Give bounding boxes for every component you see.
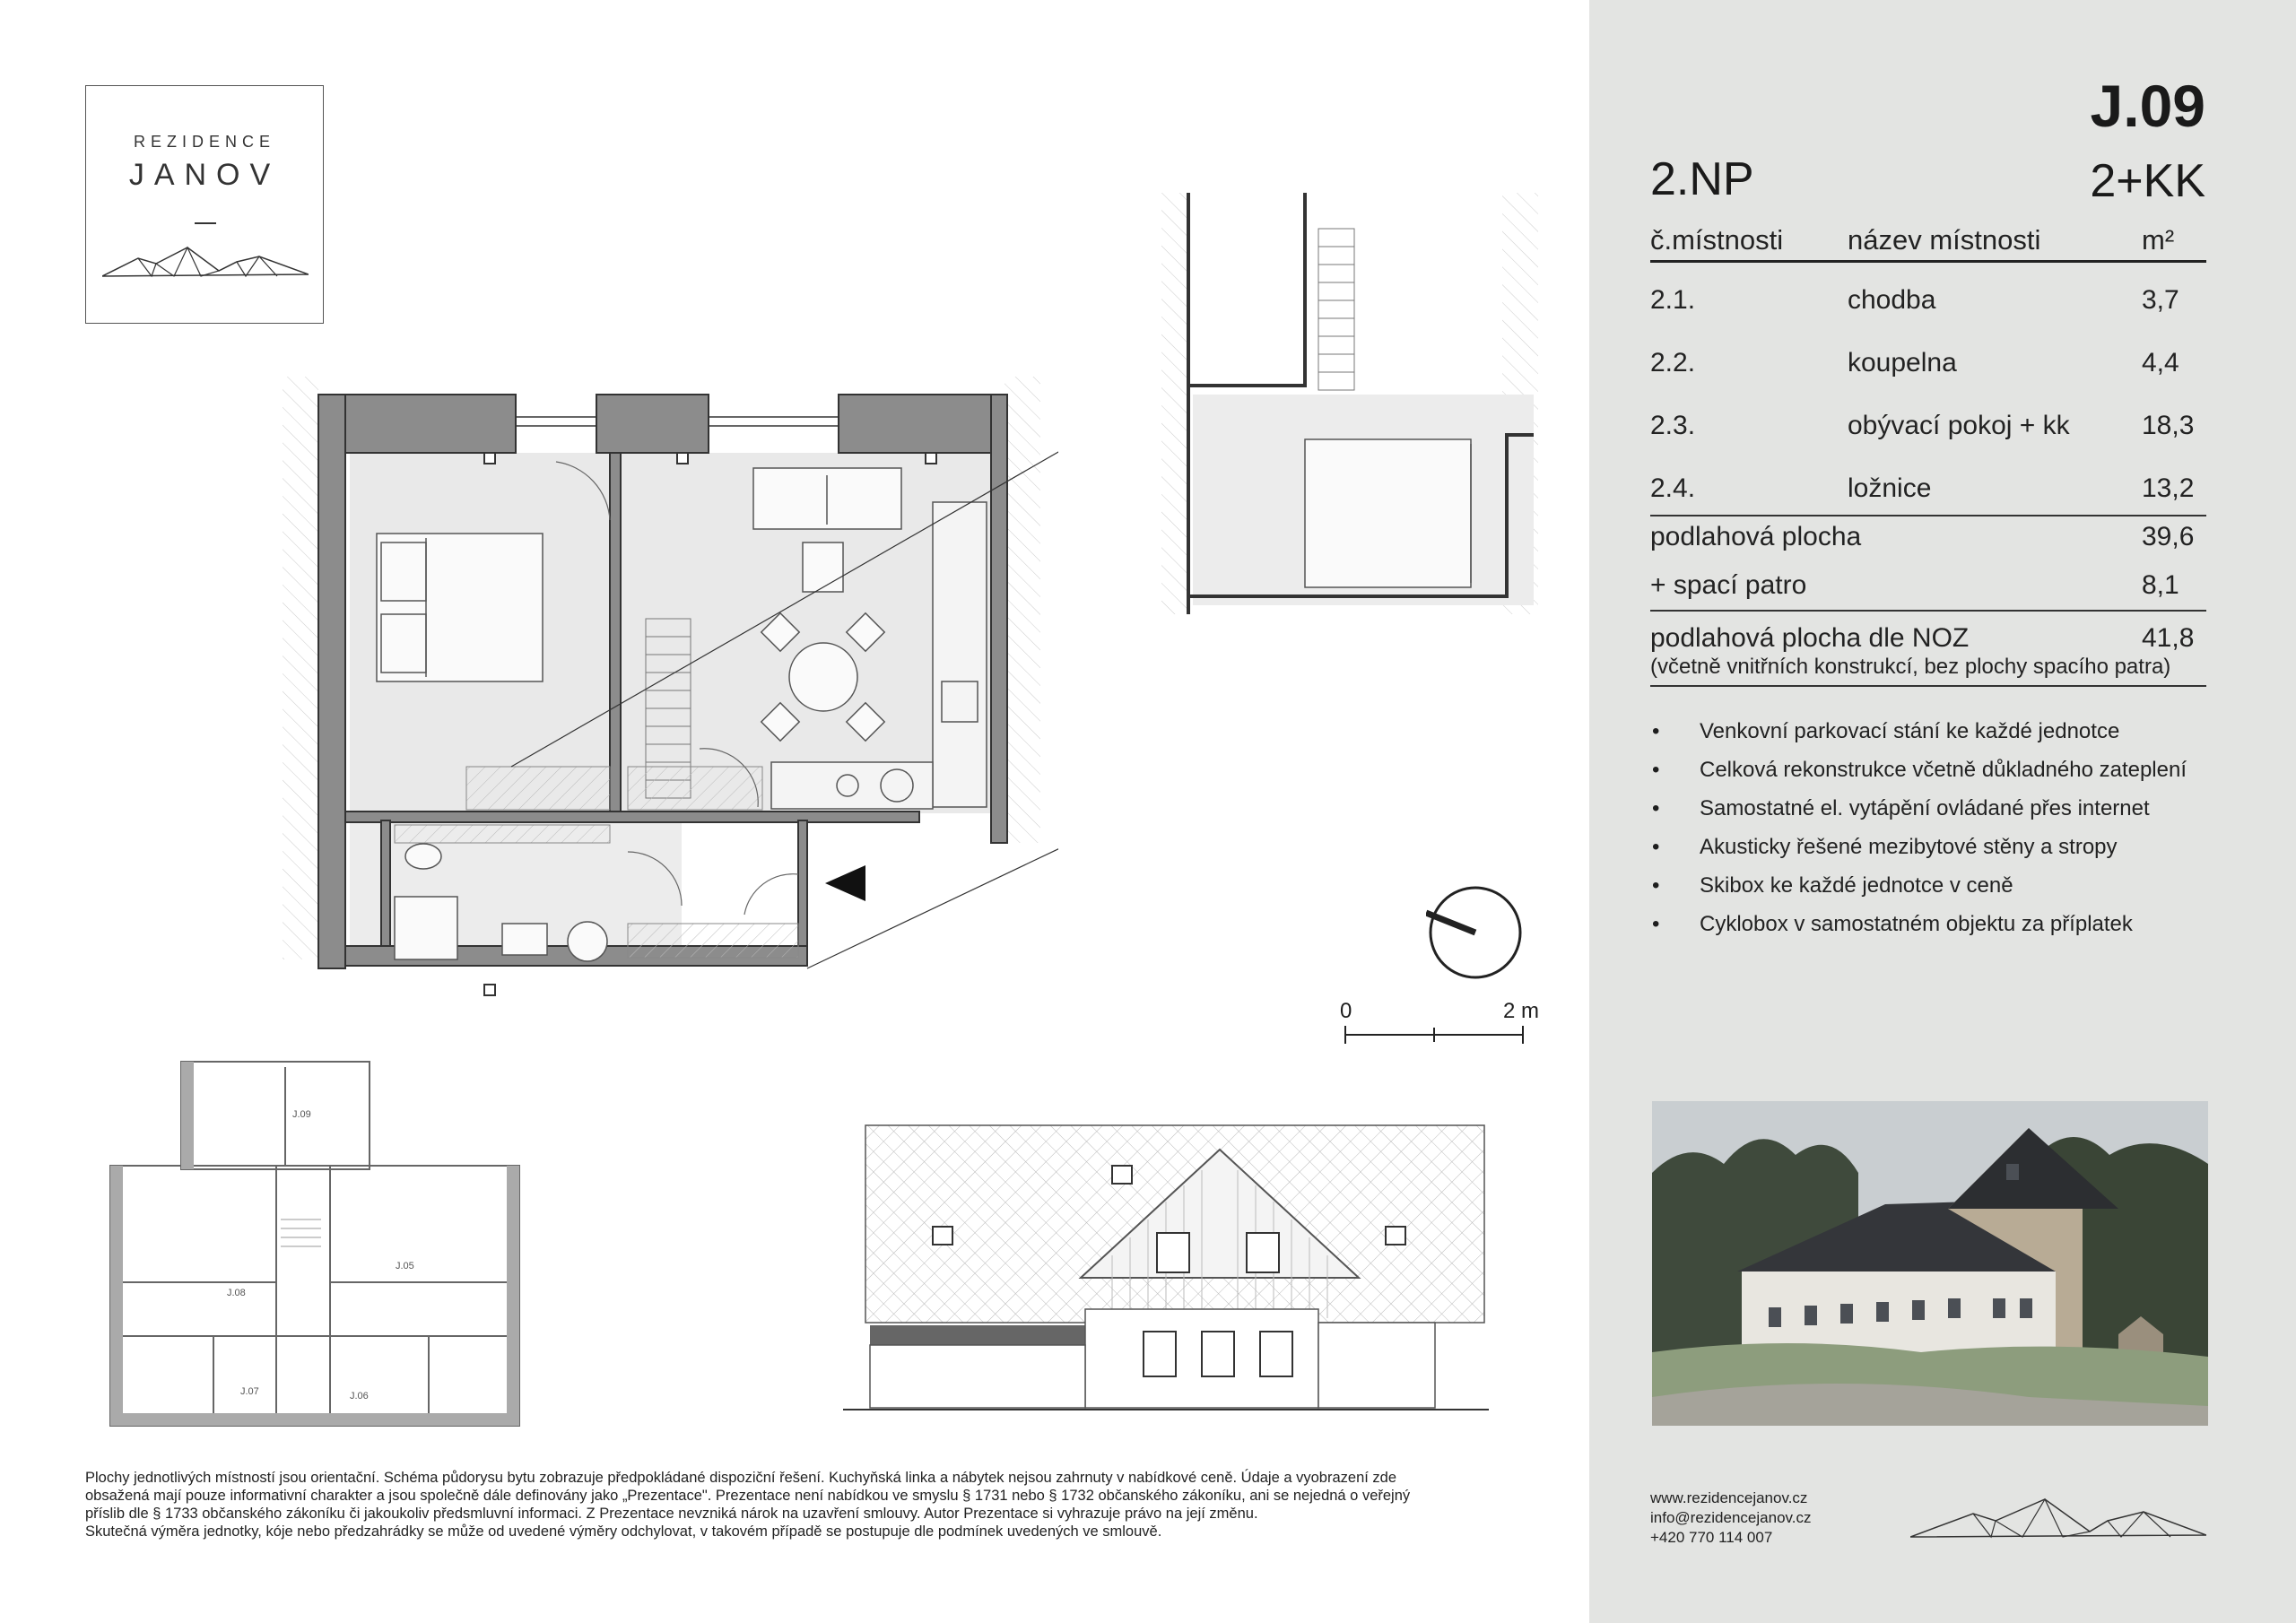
room-area: 18,3	[2142, 411, 2195, 440]
scale-bar	[1344, 1024, 1527, 1046]
contact-block	[1650, 1488, 1811, 1548]
sleeping-loft-plan	[1161, 193, 1538, 614]
logo-line2: JANOV	[128, 158, 281, 192]
overview-label-j09: J.09	[292, 1109, 311, 1120]
room-area: 13,2	[2142, 473, 2195, 503]
room-area: 4,4	[2142, 348, 2179, 378]
room-number: 2.2.	[1650, 348, 1696, 378]
scale-end-label: 2 m	[1503, 999, 1540, 1023]
overview-label-j06: J.06	[350, 1391, 369, 1402]
feature-item: Skibox ke každé jednotce v ceně	[1700, 873, 2013, 898]
bullet-icon: •	[1652, 796, 1660, 820]
floor-label: 2.NP	[1650, 153, 1754, 205]
feature-item: Cyklobox v samostatném objektu za příplatek	[1700, 912, 2133, 936]
header-room-number: č.místnosti	[1650, 224, 1784, 256]
floor-area-value: 39,6	[2142, 522, 2195, 551]
bullet-icon: •	[1652, 758, 1660, 782]
building-elevation	[843, 1121, 1498, 1417]
disclaimer-line: obsažená mají pouze informativní charakter a jsou společně dále definovány jako „Prezentace". Prezentace není nabídkou ve smyslu § 1731 nebo § 1732 občanského zákoníku, ani se nejedná o veřejný	[85, 1488, 1411, 1504]
disclaimer-line: příslib dle § 1733 občanského zákoníku či jakoukoliv předsmluvní informaci. Z Prezentace nevzniká nárok na uzavření smlouvy. Autor Prezentace si vyhrazuje právo na její změnu.	[85, 1506, 1258, 1522]
room-name: chodba	[1848, 285, 1936, 315]
feature-item: Celková rekonstrukce včetně důkladného zateplení	[1700, 758, 2187, 782]
room-area: 3,7	[2142, 285, 2179, 315]
table-header-rule	[1650, 260, 2206, 263]
table-rule	[1650, 685, 2206, 687]
logo-line1: REZIDENCE	[133, 133, 275, 151]
table-rule	[1650, 515, 2206, 516]
disclaimer	[85, 1469, 1538, 1541]
phone-number: +420 770 114 007	[1650, 1529, 1773, 1546]
logo	[85, 85, 324, 324]
loft-area-value: 8,1	[2142, 570, 2179, 600]
room-name: obývací pokoj + kk	[1848, 411, 2070, 440]
loft-area-label: + spací patro	[1650, 570, 1807, 600]
entry-arrow-icon	[825, 865, 865, 901]
feature-item: Samostatné el. vytápění ovládané přes internet	[1700, 796, 2150, 820]
noz-area-label: podlahová plocha dle NOZ	[1650, 623, 1970, 653]
mountain-logo-icon	[1910, 1496, 2206, 1541]
bullet-icon: •	[1652, 719, 1660, 743]
overview-label-j08: J.08	[227, 1288, 246, 1298]
table-rule	[1650, 610, 2206, 612]
room-number: 2.4.	[1650, 473, 1696, 503]
unit-code: J.09	[2090, 73, 2205, 139]
scale-start-label: 0	[1340, 999, 1352, 1023]
logo-dash	[195, 222, 216, 224]
overview-label-j07: J.07	[240, 1386, 259, 1397]
overview-label-j05: J.05	[396, 1261, 414, 1271]
room-number: 2.3.	[1650, 411, 1696, 440]
noz-area-value: 41,8	[2142, 623, 2195, 653]
website-link[interactable]: www.rezidencejanov.cz	[1650, 1489, 1808, 1506]
bullet-icon: •	[1652, 873, 1660, 898]
room-number: 2.1.	[1650, 285, 1696, 315]
feature-item: Akusticky řešené mezibytové stěny a stropy	[1700, 835, 2118, 859]
mountain-logo-icon	[102, 244, 309, 280]
bullet-icon: •	[1652, 912, 1660, 936]
header-room-name: název místnosti	[1848, 224, 2041, 256]
room-name: koupelna	[1848, 348, 1957, 378]
room-name: ložnice	[1848, 473, 1932, 503]
building-overview-plan	[106, 1058, 527, 1435]
building-rendering-image	[1652, 1101, 2208, 1426]
floor-area-label: podlahová plocha	[1650, 522, 1862, 551]
north-compass-icon	[1426, 883, 1525, 982]
noz-area-note: (včetně vnitřních konstrukcí, bez plochy spacího patra)	[1650, 655, 2171, 679]
header-area: m²	[2142, 224, 2175, 256]
disclaimer-line: Plochy jednotlivých místností jsou orientační. Schéma půdorysu bytu zobrazuje předpokládané dispoziční řešení. Kuchyňská linka a nábytek nejsou zahrnuty v nabídkové ceně. Údaje a vyobrazení zde	[85, 1470, 1397, 1486]
disclaimer-line: Skutečná výměra jednotky, kóje nebo předzahrádky se může od uvedené výměry odchylovat, v takovém případě se postupuje dle podmínek uvedených ve smlouvě.	[85, 1523, 1162, 1540]
email-link[interactable]: info@rezidencejanov.cz	[1650, 1509, 1812, 1526]
floor-plan	[269, 359, 1058, 1022]
layout-type: 2+KK	[2090, 155, 2205, 207]
feature-item: Venkovní parkovací stání ke každé jednotce	[1700, 719, 2120, 743]
bullet-icon: •	[1652, 835, 1660, 859]
